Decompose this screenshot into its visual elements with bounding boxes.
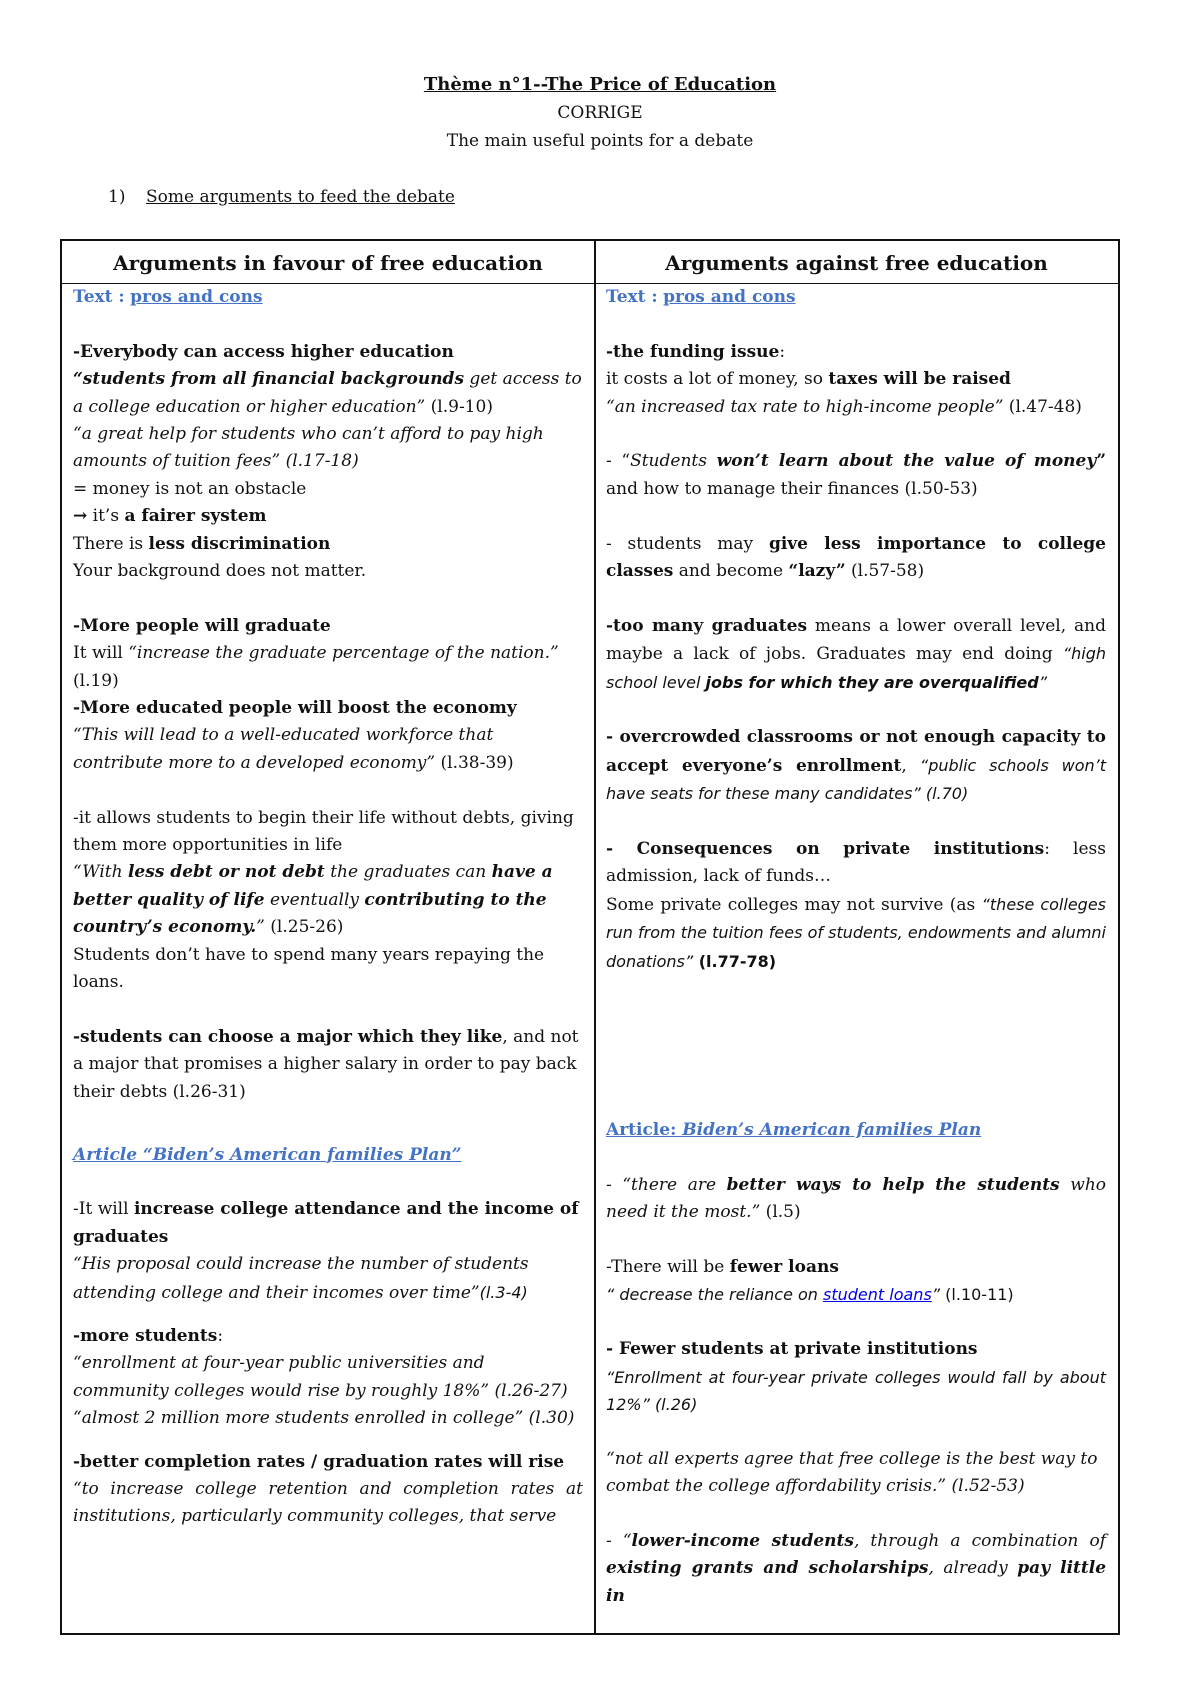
argument-quote: “a great help for students who can’t afford to pay high amounts of tuition fees” (l.17-18) (73, 424, 544, 472)
argument-text: -too many graduates means a lower overall level, and maybe a lack of jobs. Graduates may end doing “high school level jobs for which they are overqualified” (606, 615, 1106, 692)
argument-text: There is less discrimination (73, 533, 331, 554)
argument-quote: It will “increase the graduate percentage of the nation.” (l.19) (73, 643, 559, 691)
argument-title: -More people will graduate (73, 615, 331, 636)
text-source-label: Text : pros and cons (606, 287, 796, 307)
header-in-favour: Arguments in favour of free education (113, 251, 543, 275)
pros-and-cons-link[interactable]: pros and cons (663, 287, 796, 307)
argument-quote: “not all experts agree that free college is the best way to combat the college affordability crisis.” (l.52-53) (606, 1448, 1098, 1497)
argument-text: Students don’t have to spend many years repaying the loans. (73, 944, 545, 993)
argument-text: → it’s a fairer system (73, 506, 267, 527)
argument-title: -It will increase college attendance and the income of graduates (73, 1199, 579, 1247)
section-heading (108, 187, 455, 207)
argument-quote: Some private colleges may not survive (as “these colleges run from the tuition fees of students, endowments and alumni donations” (l.77-78) (606, 894, 1106, 971)
argument-title: - Fewer students at private institutions (606, 1339, 978, 1360)
document-tagline: The main useful points for a debate (446, 131, 754, 151)
argument-quote: “almost 2 million more students enrolled in college” (l.30) (73, 1408, 575, 1429)
argument-title: -Everybody can access higher education (73, 341, 454, 362)
argument-quote: “ decrease the reliance on student loans” (l.10-11) (606, 1285, 1014, 1305)
argument-text: Your background does not matter. (73, 561, 367, 582)
argument-quote: “This will lead to a well-educated workforce that contribute more to a developed economy” (l.38-39) (73, 725, 514, 773)
argument-title: -the funding issue: (606, 341, 786, 362)
argument-title: -More educated people will boost the economy (73, 698, 517, 719)
document-subtitle: CORRIGE (557, 103, 643, 123)
argument-quote: “to increase college retention and completion rates at institutions, particularly community colleges, that serve (73, 1478, 583, 1527)
argument-text: - “Students won’t learn about the value of money” and how to manage their finances (l.50-53) (606, 451, 1107, 499)
arguments-table (60, 239, 1120, 1635)
section-label: Some arguments to feed the debate (146, 187, 455, 207)
text-source-label: Text : pros and cons (73, 287, 263, 307)
argument-text: - Consequences on private institutions: less admission, lack of funds… (606, 839, 1106, 887)
document-title: Thème n°1--The Price of Education (423, 74, 777, 95)
student-loans-link[interactable]: student loans (823, 1285, 932, 1305)
argument-title: -There will be fewer loans (606, 1257, 839, 1278)
argument-title: -more students: (73, 1325, 224, 1346)
section-number: 1) (108, 187, 126, 207)
argument-text: -it allows students to begin their life without debts, giving them more opportunities in life (73, 807, 574, 856)
argument-text: it costs a lot of money, so taxes will be raised (606, 369, 1011, 390)
argument-quote: “enrollment at four-year public universities and community colleges would rise by roughly 18%” (l.26-27) (73, 1353, 568, 1401)
argument-quote: “His proposal could increase the number of students attending college and their incomes over time”(l.3-4) (73, 1254, 529, 1303)
article-link[interactable]: Article: Biden’s American families Plan (606, 1120, 982, 1141)
arrow-right-icon: → (73, 506, 88, 527)
argument-quote: “With less debt or not debt the graduates can have a better quality of life eventually contributing to the country’s economy.” (l.25-26) (73, 862, 553, 938)
argument-quote: “students from all financial backgrounds get access to a college education or higher education” (l.9-10) (73, 369, 582, 417)
argument-text: -students can choose a major which they like, and not a major that promises a higher salary in order to pay back their debts (l.26-31) (73, 1026, 579, 1102)
argument-quote: - “lower-income students, through a combination of existing grants and scholarships, already pay little in (606, 1531, 1107, 1606)
article-link[interactable]: Article “Biden’s American families Plan” (73, 1144, 462, 1165)
argument-quote: “Enrollment at four-year private colleges would fall by about 12%” (l.26) (606, 1367, 1106, 1415)
argument-quote: - “there are better ways to help the students who need it the most.” (l.5) (606, 1174, 1106, 1223)
argument-text: - overcrowded classrooms or not enough capacity to accept everyone’s enrollment, “public schools won’t have seats for these many candidates” (l.70) (606, 727, 1106, 804)
argument-text: = money is not an obstacle (73, 478, 307, 499)
column-against (606, 284, 1106, 1610)
argument-text: - students may give less importance to college classes and become “lazy” (l.57-58) (606, 533, 1106, 582)
header-against: Arguments against free education (665, 251, 1048, 275)
argument-quote: “an increased tax rate to high-income people” (l.47-48) (606, 396, 1082, 417)
table-header-row (62, 241, 1118, 284)
argument-title: -better completion rates / graduation rates will rise (73, 1451, 565, 1472)
column-in-favour (73, 284, 583, 1531)
pros-and-cons-link[interactable]: pros and cons (130, 287, 263, 307)
column-divider (594, 241, 596, 1633)
